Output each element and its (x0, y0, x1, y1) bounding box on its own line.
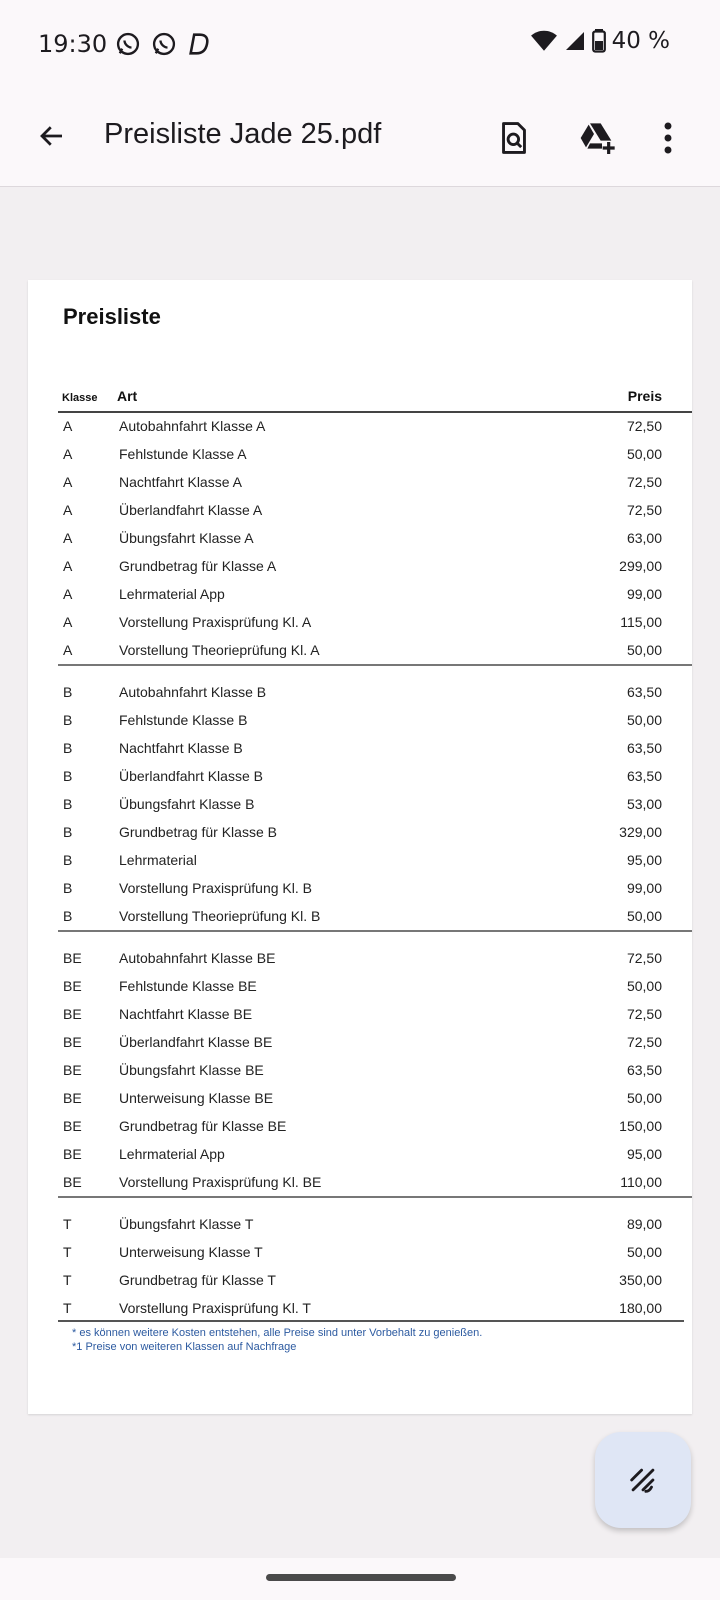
table-row (28, 846, 692, 874)
cell-art: Fehlstunde Klasse A (119, 446, 247, 462)
cell-klasse: BE (63, 1146, 82, 1162)
cell-art: Lehrmaterial App (119, 586, 225, 602)
cell-klasse: BE (63, 1090, 82, 1106)
table-row (28, 1000, 692, 1028)
cell-art: Grundbetrag für Klasse BE (119, 1118, 287, 1134)
cell-klasse: A (63, 474, 73, 490)
cell-preis: 53,00 (626, 796, 662, 812)
cell-klasse: BE (63, 1034, 82, 1050)
table-row (28, 902, 692, 930)
cell-art: Nachtfahrt Klasse B (119, 740, 243, 756)
group-divider (28, 930, 692, 944)
table-row (28, 496, 692, 524)
find-in-page-button[interactable] (490, 114, 538, 162)
cell-klasse: A (63, 530, 73, 546)
whatsapp-notification-icon (114, 30, 142, 58)
cell-art: Grundbetrag für Klasse A (119, 558, 277, 574)
cell-preis: 50,00 (626, 1090, 662, 1106)
table-row (28, 972, 692, 1000)
cell-signal-icon (564, 28, 586, 54)
cell-klasse: B (63, 880, 73, 896)
cell-preis: 50,00 (626, 712, 662, 728)
cell-art: Nachtfahrt Klasse A (119, 474, 242, 490)
back-button[interactable] (28, 112, 76, 160)
table-row (28, 1084, 692, 1112)
table-row (28, 678, 692, 706)
cell-klasse: B (63, 684, 73, 700)
cell-art: Vorstellung Praxisprüfung Kl. A (119, 614, 312, 630)
cell-art: Überlandfahrt Klasse BE (119, 1034, 273, 1050)
table-header (28, 384, 692, 406)
cell-preis: 50,00 (626, 446, 662, 462)
notification-icons (114, 30, 214, 58)
table-row (28, 1056, 692, 1084)
table-row (28, 734, 692, 762)
cell-klasse: B (63, 824, 73, 840)
cell-art: Vorstellung Theorieprüfung Kl. A (119, 642, 320, 658)
table-row (28, 608, 692, 636)
table-row (28, 552, 692, 580)
cell-preis: 72,50 (626, 1006, 662, 1022)
more-vert-icon (663, 122, 673, 154)
cell-klasse: B (63, 740, 73, 756)
cell-art: Lehrmaterial App (119, 1146, 225, 1162)
cell-klasse: A (63, 502, 73, 518)
table-row (28, 818, 692, 846)
cell-preis: 99,00 (626, 586, 662, 602)
add-to-drive-icon (578, 120, 618, 156)
cell-preis: 350,00 (619, 1272, 662, 1288)
cell-art: Übungsfahrt Klasse T (119, 1216, 254, 1232)
home-handle[interactable] (266, 1574, 456, 1581)
cell-preis: 50,00 (626, 642, 662, 658)
cell-art: Vorstellung Theorieprüfung Kl. B (119, 908, 321, 924)
table-row (28, 944, 692, 972)
cell-art: Grundbetrag für Klasse T (119, 1272, 276, 1288)
table-row (28, 580, 692, 608)
cell-preis: 110,00 (620, 1174, 662, 1190)
cell-preis: 72,50 (626, 950, 662, 966)
cell-klasse: BE (63, 1062, 82, 1078)
annotate-fab[interactable] (595, 1432, 691, 1528)
cell-preis: 115,00 (620, 614, 662, 630)
document-title: Preisliste Jade 25.pdf (104, 118, 382, 150)
footnote-1: * es können weitere Kosten entstehen, alle Preise sind unter Vorbehalt zu genießen. (72, 1327, 483, 1339)
cell-preis: 50,00 (626, 908, 662, 924)
cell-art: Autobahnfahrt Klasse A (119, 418, 266, 434)
cell-klasse: BE (63, 1006, 82, 1022)
back-arrow-icon (37, 121, 67, 151)
cell-klasse: BE (63, 1174, 82, 1190)
cell-klasse: B (63, 908, 73, 924)
cell-klasse: BE (63, 978, 82, 994)
cell-art: Übungsfahrt Klasse BE (119, 1062, 264, 1078)
footer-divider (58, 1320, 684, 1322)
system-status (530, 28, 670, 54)
cell-art: Überlandfahrt Klasse B (119, 768, 263, 784)
cell-preis: 50,00 (626, 1244, 662, 1260)
cell-art: Lehrmaterial (119, 852, 197, 868)
cell-preis: 95,00 (626, 852, 662, 868)
add-to-drive-button[interactable] (574, 114, 622, 162)
cell-preis: 95,00 (626, 1146, 662, 1162)
cell-art: Übungsfahrt Klasse A (119, 530, 254, 546)
find-in-page-icon (498, 121, 530, 155)
more-options-button[interactable] (644, 114, 692, 162)
gesture-nav-bar (0, 1558, 720, 1600)
table-row (28, 1294, 692, 1322)
cell-klasse: BE (63, 1118, 82, 1134)
table-row (28, 1140, 692, 1168)
table-row (28, 440, 692, 468)
table-row (28, 1112, 692, 1140)
cell-preis: 63,50 (626, 768, 662, 784)
cell-preis: 329,00 (619, 824, 662, 840)
annotate-pen-icon (626, 1463, 660, 1497)
pdf-heading: Preisliste (63, 304, 161, 329)
cell-art: Autobahnfahrt Klasse B (119, 684, 267, 700)
cell-preis: 180,00 (619, 1300, 662, 1316)
table-row (28, 1266, 692, 1294)
cell-klasse: A (63, 614, 73, 630)
cell-klasse: B (63, 852, 73, 868)
price-table (28, 412, 692, 1322)
cell-preis: 50,00 (626, 978, 662, 994)
cell-preis: 72,50 (626, 1034, 662, 1050)
battery-percent: 40 % (611, 28, 670, 54)
cell-art: Vorstellung Praxisprüfung Kl. T (119, 1300, 311, 1316)
whatsapp-notification-icon-2 (150, 30, 178, 58)
table-row (28, 636, 692, 664)
cell-klasse: B (63, 796, 73, 812)
table-row (28, 1168, 692, 1196)
cell-art: Vorstellung Praxisprüfung Kl. BE (119, 1174, 322, 1190)
group-divider (28, 1196, 692, 1210)
status-bar (0, 0, 720, 90)
top-app-bar (0, 90, 720, 187)
cell-art: Übungsfahrt Klasse B (119, 796, 255, 812)
cell-art: Unterweisung Klasse T (119, 1244, 263, 1260)
cell-preis: 99,00 (626, 880, 662, 896)
cell-klasse: A (63, 586, 73, 602)
cell-klasse: T (63, 1216, 72, 1232)
cell-preis: 150,00 (619, 1118, 662, 1134)
header-klasse: Klasse (62, 392, 98, 404)
table-row (28, 1028, 692, 1056)
header-preis: Preis (627, 388, 662, 404)
cell-preis: 72,50 (626, 502, 662, 518)
cell-klasse: A (63, 558, 73, 574)
cell-klasse: T (63, 1272, 72, 1288)
cell-art: Fehlstunde Klasse B (119, 712, 248, 728)
table-row (28, 524, 692, 552)
cell-klasse: T (63, 1244, 72, 1260)
pdf-page[interactable] (28, 280, 692, 1414)
table-row (28, 762, 692, 790)
cell-art: Vorstellung Praxisprüfung Kl. B (119, 880, 312, 896)
status-time: 19:30 (38, 30, 108, 58)
cell-preis: 63,50 (626, 1062, 662, 1078)
table-row (28, 412, 692, 440)
cell-klasse: A (63, 446, 73, 462)
cell-preis: 63,50 (626, 684, 662, 700)
cell-klasse: B (63, 712, 73, 728)
cell-art: Unterweisung Klasse BE (119, 1090, 274, 1106)
cell-preis: 63,50 (626, 740, 662, 756)
table-row (28, 874, 692, 902)
cell-preis: 89,00 (626, 1216, 662, 1232)
cell-klasse: A (63, 642, 73, 658)
header-art: Art (117, 388, 138, 404)
cell-klasse: BE (63, 950, 82, 966)
cell-art: Fehlstunde Klasse BE (119, 978, 257, 994)
cell-art: Überlandfahrt Klasse A (119, 502, 263, 518)
cell-art: Nachtfahrt Klasse BE (119, 1006, 253, 1022)
cell-klasse: A (63, 418, 73, 434)
cell-klasse: T (63, 1300, 72, 1316)
table-row (28, 706, 692, 734)
cell-preis: 72,50 (626, 418, 662, 434)
cell-preis: 63,00 (626, 530, 662, 546)
table-row (28, 1238, 692, 1266)
battery-icon (592, 28, 606, 54)
table-row (28, 1210, 692, 1238)
table-row (28, 790, 692, 818)
d-app-notification-icon (186, 30, 214, 58)
footnote-2: *1 Preise von weiteren Klassen auf Nachfrage (72, 1341, 297, 1353)
table-row (28, 468, 692, 496)
group-divider (28, 664, 692, 678)
cell-art: Autobahnfahrt Klasse BE (119, 950, 276, 966)
cell-preis: 299,00 (619, 558, 662, 574)
cell-klasse: B (63, 768, 73, 784)
cell-art: Grundbetrag für Klasse B (119, 824, 277, 840)
cell-preis: 72,50 (626, 474, 662, 490)
wifi-icon (530, 28, 558, 54)
